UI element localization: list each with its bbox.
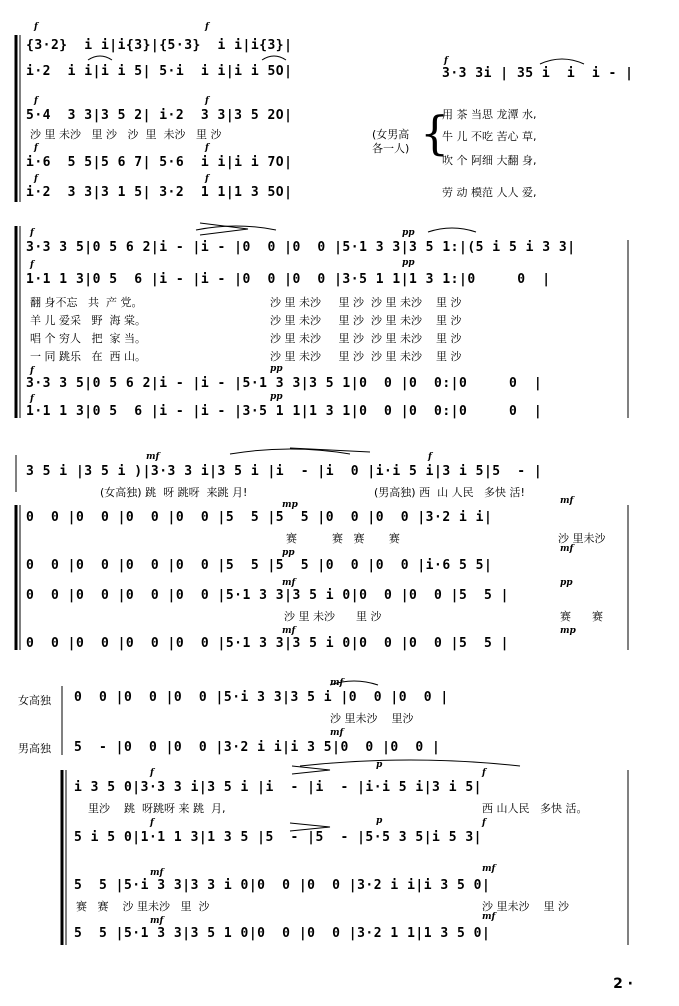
notes-line: 3·3 3 5|0 5 6 2|i - |i - |5·1 3 3|3 5 1|0 0 |0 0:|0 0 | (26, 376, 543, 391)
refrain-lyrics: 沙 里 未沙 里 沙 沙 里 未沙 里 沙 (270, 314, 462, 327)
notes-line: {3·2} i i|i{3}|{5·3} i i|i{3}| (26, 38, 293, 53)
verse-3: 唱 个 穷人 把 家 当。 (30, 332, 146, 345)
notes-line: i 3 5 0|3·3 3 i|3 5 i |i - |i - |i·i 5 i|3 i 5| (74, 780, 483, 795)
dynamic-mark: f (34, 174, 38, 184)
dynamic-mark: mp (560, 626, 576, 636)
dynamic-mark: mf (282, 626, 296, 636)
dynamic-mark: f (205, 22, 209, 32)
dynamic-mark: pp (282, 548, 295, 558)
shali-lyrics: 沙 里未沙 (558, 532, 606, 545)
dynamic-mark: mf (150, 916, 164, 926)
notes-line: i·2 i i|i i 5| 5·i i i|i i 5O| (26, 64, 293, 79)
notes-line: 0 0 |0 0 |0 0 |0 0 |5 5 |5 5 |0 0 |0 0 |3·2 i i| (26, 510, 493, 525)
sai-lyrics: 赛 赛 赛 赛 (286, 532, 400, 545)
notes-line: 1·1 1 3|0 5 6 |i - |i - |0 0 |0 0 |3·5 1 1|1 3 1:|0 0 | (26, 272, 551, 287)
notes-line: 5 - |0 0 |0 0 |3·2 i i|i 3 5|0 0 |0 0 | (74, 740, 441, 755)
choir-lyrics: 西 山人民 多快 活。 (482, 802, 588, 815)
notes-line: 3 5 i |3 5 i )|3·3 3 i|3 5 i |i - |i 0 |i·i 5 i|3 i 5|5 - | (26, 464, 543, 479)
verse-1: 用 茶 当思 龙潭 水, (442, 108, 537, 121)
dynamic-mark: mf (482, 864, 496, 874)
dynamic-mark: f (34, 143, 38, 153)
notes-line: i·2 3 3|3 1 5| 3·2 1 1|1 3 5O| (26, 185, 293, 200)
refrain-lyrics: 沙 里 未沙 里 沙 沙 里 未沙 里 沙 (270, 350, 462, 363)
verse-2: 羊 儿 爱采 野 海 棠。 (30, 314, 146, 327)
dynamic-mark: mf (146, 452, 160, 462)
dynamic-mark: f (205, 96, 209, 106)
dynamic-mark: f (205, 143, 209, 153)
melody-line: 3·3 3i | 35 i i i - | (442, 66, 634, 81)
sai-lyrics: 赛 赛 (560, 610, 603, 623)
verse-4: 一 同 跳乐 在 西 山。 (30, 350, 146, 363)
verse-2: 牛 儿 不吃 苦心 草, (442, 130, 537, 143)
dynamic-mark: f (30, 260, 34, 270)
voice-annotation: (女男高 各一人) (372, 128, 410, 155)
dynamic-mark: mf (282, 578, 296, 588)
dynamic-mark: f (30, 228, 34, 238)
verse-brace: { (420, 106, 450, 160)
dynamic-mark: mf (330, 678, 344, 688)
lyrics-line: 沙 里 未沙 里 沙 沙 里 未沙 里 沙 (30, 128, 222, 141)
notes-line: 5·4 3 3|3 5 2| i·2 3 3|3 5 2O| (26, 108, 293, 123)
refrain-lyrics: 沙 里 未沙 里 沙 沙 里 未沙 里 沙 (270, 296, 462, 309)
dynamic-mark: f (34, 96, 38, 106)
dynamic-mark: pp (402, 228, 415, 238)
notes-line: 1·1 1 3|0 5 6 |i - |i - |3·5 1 1|1 3 1|0 0 |0 0:|0 0 | (26, 404, 543, 419)
dynamic-mark: f (444, 56, 448, 66)
notes-line: 3·3 3 5|0 5 6 2|i - |i - |0 0 |0 0 |5·1 3 3|3 5 1:|(5 i 5 i 3 3| (26, 240, 576, 255)
choir-lyrics: 里沙 跳 呀跳呀 来 跳 月, (88, 802, 226, 815)
choir-lyrics: 沙 里未沙 里 沙 (482, 900, 569, 913)
dynamic-mark: f (482, 768, 486, 778)
male-solo-label: 男高独 (18, 742, 51, 755)
dynamic-mark: mp (282, 500, 298, 510)
dynamic-mark: p (376, 816, 383, 826)
dynamic-mark: f (482, 818, 486, 828)
dynamic-mark: pp (560, 578, 573, 588)
solo-lyrics: 沙 里未沙 里沙 (330, 712, 414, 725)
dynamic-mark: mf (560, 496, 574, 506)
dynamic-mark: f (205, 174, 209, 184)
dynamic-mark: pp (270, 392, 283, 402)
notes-line: 0 0 |0 0 |0 0 |0 0 |5 5 |5 5 |0 0 |0 0 |i·6 5 5| (26, 558, 493, 573)
notes-line: 5 5 |5·i 3 3|3 3 i 0|0 0 |0 0 |3·2 i i|i 3 5 0| (74, 878, 491, 893)
choir-lyrics: 赛 赛 沙 里未沙 里 沙 (76, 900, 210, 913)
notes-line: 5 5 |5·1 3 3|3 5 1 0|0 0 |0 0 |3·2 1 1|1 3 5 0| (74, 926, 491, 941)
notes-line: 5 i 5 0|1·1 1 3|1 3 5 |5 - |5 - |5·5 3 5|i 5 3| (74, 830, 483, 845)
female-solo-lyrics: (女高独) 跳 呀 跳呀 来跳 月! (100, 486, 248, 499)
female-solo-label: 女高独 (18, 694, 51, 707)
notes-line: 0 0 |0 0 |0 0 |5·i 3 3|3 5 i |0 0 |0 0 | (74, 690, 449, 705)
dynamic-mark: f (30, 394, 34, 404)
verse-3: 吹 个 阿细 大翻 身, (442, 154, 537, 167)
dynamic-mark: f (428, 452, 432, 462)
dynamic-mark: f (150, 818, 154, 828)
dynamic-mark: mf (150, 868, 164, 878)
male-solo-lyrics: (男高独) 西 山 人民 多快 活! (374, 486, 525, 499)
dynamic-mark: mf (330, 728, 344, 738)
notes-line: i·6 5 5|5 6 7| 5·6 i i|i i 7O| (26, 155, 293, 170)
dynamic-mark: p (376, 760, 383, 770)
verse-1: 翻 身不忘 共 产 党。 (30, 296, 143, 309)
refrain-lyrics: 沙 里 未沙 里 沙 沙 里 未沙 里 沙 (270, 332, 462, 345)
notes-line: 0 0 |0 0 |0 0 |0 0 |5·1 3 3|3 5 i 0|0 0 |0 0 |5 5 | (26, 588, 509, 603)
dynamic-mark: mf (482, 912, 496, 922)
dynamic-mark: pp (270, 364, 283, 374)
notes-line: 0 0 |0 0 |0 0 |0 0 |5·1 3 3|3 5 i 0|0 0 |0 0 |5 5 | (26, 636, 509, 651)
dynamic-mark: pp (402, 258, 415, 268)
dynamic-mark: f (30, 366, 34, 376)
page-number: 2 · (613, 976, 633, 992)
dynamic-mark: f (150, 768, 154, 778)
dynamic-mark: f (34, 22, 38, 32)
verse-4: 劳 动 模范 人人 爱, (442, 186, 537, 199)
dynamic-mark: mf (560, 544, 574, 554)
shali-lyrics: 沙 里 未沙 里 沙 (284, 610, 382, 623)
